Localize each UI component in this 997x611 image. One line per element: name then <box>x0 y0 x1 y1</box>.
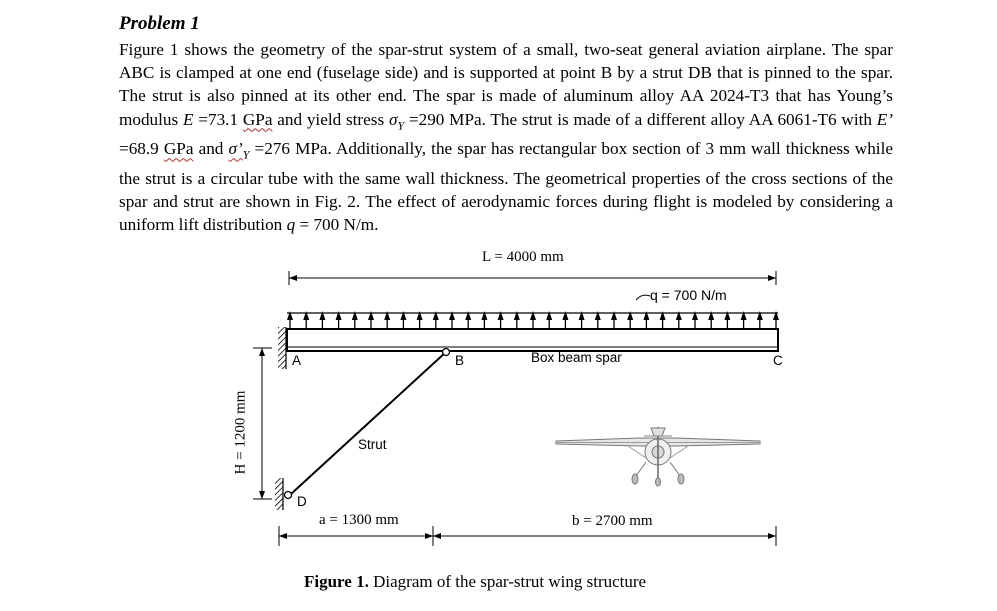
load-arrow-head <box>708 311 714 320</box>
load-arrow-head <box>724 311 730 320</box>
load-arrow-head <box>384 311 390 320</box>
statement-segment: Figure 1 shows the geometry of the spar-strut system of a small, two-seat general aviation airplane. The spar ABC is clamped at one end (fuselage side) and is supported at point B by a strut DB that is pinned to the spar. The strut is also pinned at its other end. The spar is made of aluminum alloy AA 2024-T3 that has Young’s modulus <box>119 40 893 129</box>
statement-segment: GPa <box>163 139 194 159</box>
q-leader <box>636 295 650 300</box>
load-arrow-head <box>660 311 666 320</box>
load-arrow-head <box>676 311 682 320</box>
statement-segment: =276 MPa. Additionally, the spar has rectangular box section of 3 mm wall thickness while the strut is a circular tube with the same wall thickness. The geometrical properties of the cross sections of the spar and strut are shown in Fig. 2. The effect of aerodynamic forces during flight is modeled by considering a uniform lift distribution <box>119 139 893 235</box>
wall-clamp-A <box>278 327 286 369</box>
distributed-load-arrows <box>287 311 779 328</box>
caption-text: Diagram of the spar-strut wing structure <box>368 572 647 591</box>
point-B-label: B <box>455 353 465 368</box>
load-arrow-head <box>449 311 455 320</box>
load-arrow-head <box>579 311 585 320</box>
point-A-label: A <box>292 353 302 368</box>
load-arrow-head <box>692 311 698 320</box>
dimension-H <box>253 348 272 499</box>
strut <box>291 352 446 494</box>
load-arrow-head <box>417 311 423 320</box>
figure-caption <box>304 572 646 592</box>
distance-b-label: b = 2700 mm <box>572 513 653 529</box>
wall-support-D <box>275 478 283 510</box>
load-arrow-head <box>757 311 763 320</box>
pin-B <box>443 349 450 356</box>
statement-segment: σ’ <box>228 139 243 159</box>
statement-segment: E <box>183 109 194 129</box>
statement-segment: and <box>193 139 229 159</box>
load-arrow-head <box>643 311 649 320</box>
box-beam-spar <box>287 329 778 351</box>
load-arrow-head <box>433 311 439 320</box>
length-L-label: L = 4000 mm <box>482 249 564 265</box>
statement-segment: σ <box>388 109 398 129</box>
load-arrow-head <box>627 311 633 320</box>
load-arrow-head <box>400 311 406 320</box>
load-arrow-head <box>352 311 358 320</box>
statement-segment: =73.1 <box>193 109 243 129</box>
statement-segment: q <box>286 215 296 235</box>
load-arrow-head <box>562 311 568 320</box>
point-C-label: C <box>773 353 783 368</box>
airplane-sketch <box>556 427 760 486</box>
spar-label: Box beam spar <box>531 350 622 365</box>
load-arrow-head <box>773 311 779 320</box>
load-arrow-head <box>303 311 309 320</box>
load-arrow-head <box>287 311 293 320</box>
load-arrow-head <box>481 311 487 320</box>
statement-segment: = 700 N/m. <box>295 215 379 235</box>
load-arrow-head <box>546 311 552 320</box>
problem-title: Problem 1 <box>119 13 200 34</box>
statement-segment: Y <box>242 147 250 162</box>
load-q-label: q = 700 N/m <box>650 287 727 303</box>
pin-D <box>285 492 292 499</box>
height-H-label: H = 1200 mm <box>232 390 249 475</box>
caption-label: Figure 1. <box>304 572 369 591</box>
load-arrow-head <box>741 311 747 320</box>
load-arrow-head <box>319 311 325 320</box>
statement-segment: Y <box>397 118 405 133</box>
dimension-a-b <box>279 526 776 546</box>
dimension-L <box>289 271 776 285</box>
statement-segment: =68.9 <box>119 139 164 159</box>
strut-label: Strut <box>358 437 387 452</box>
statement-segment: and yield stress <box>272 109 389 129</box>
distance-a-label: a = 1300 mm <box>319 512 399 528</box>
load-arrow-head <box>611 311 617 320</box>
statement-segment: GPa <box>242 109 273 129</box>
load-arrow-head <box>465 311 471 320</box>
statement-segment: =290 MPa. The strut is made of a different alloy AA 6061-T6 with <box>404 109 877 129</box>
load-arrow-head <box>514 311 520 320</box>
point-D-label: D <box>297 494 307 509</box>
load-arrow-head <box>336 311 342 320</box>
load-arrow-head <box>368 311 374 320</box>
load-arrow-head <box>530 311 536 320</box>
load-arrow-head <box>595 311 601 320</box>
statement-segment: E’ <box>876 109 893 129</box>
load-arrow-head <box>498 311 504 320</box>
